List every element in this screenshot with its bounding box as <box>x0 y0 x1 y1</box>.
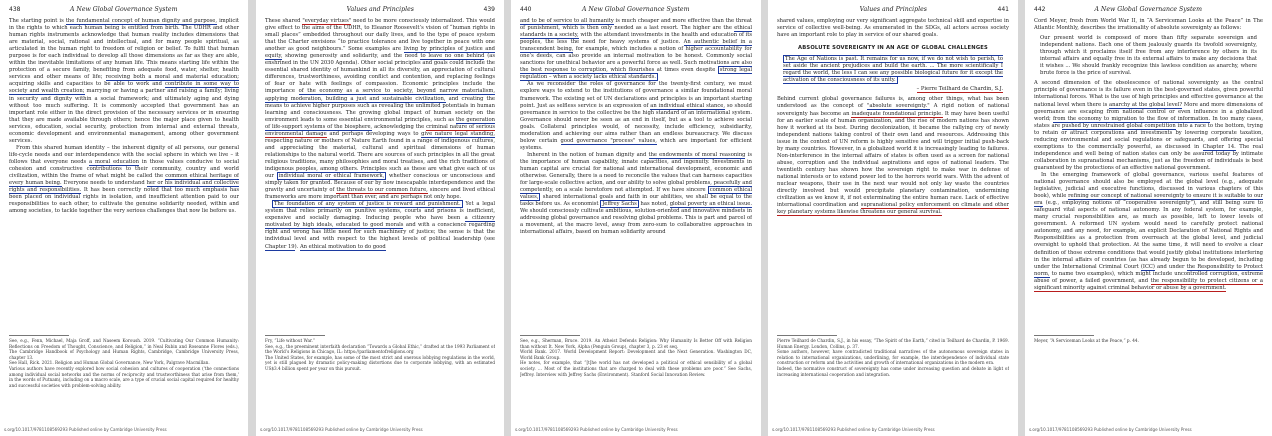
page-440 <box>511 0 761 436</box>
page-442 <box>1025 0 1272 436</box>
paragraph <box>1034 172 1263 292</box>
doi-line[interactable]: s.org/10.1017/9781108569293 Published online by Cambridge University Press <box>515 427 678 432</box>
footnote: He notes, for example, that “[t]he world has not developed a political or ethical sensibility of a global society. ... Most of the institutions that are charged to deal with these problems are poor.” See Sachs, Jeffrey. Interview with Jeffrey Sachs (Environment). Stanford Social Innovation Review. <box>520 360 752 377</box>
epigraph-attribution[interactable]: – Pierre Teilhard de Chardin, S.J. <box>916 86 1003 93</box>
page-header <box>9 6 239 18</box>
paragraph <box>777 18 1009 39</box>
text-run: is much cheaper and more effective than the threat of punishment, which is then only needed as a last resort. The higher are the <box>520 18 752 32</box>
doi-line[interactable]: s.org/10.1017/9781108569293 Published online by Cambridge University Press <box>772 427 935 432</box>
annotation-highlight[interactable]: "absolute sovereignty." <box>866 103 930 110</box>
annotation-highlight[interactable]: individual moral or ethical framework, <box>278 173 385 180</box>
annotation-highlight[interactable]: of the economy as a service to society, beyond narrow materialism, applying moderation, building a just and sustainable civilization, <box>265 88 495 102</box>
annotation-highlight[interactable]: the fundamental concept of human dignity and purpose, <box>65 18 218 24</box>
text-run: It may have been useful for an earlier scale of human organization, and the rise of modern nations has shown how it worked at its best. During decolonization, it became the rallying cry of newly independent nations taking control of their own land and resources. Addressing this issue in the context of UN reform is highly sensitive and will trigger initial push-back by many countries. However, in a globalized world it is increasingly leading to failures. Non-interference in the internal affairs of states is often used as a screen for national abuse, corruption and the individual aspirations and egos of national leaders. The twentieth century has shown how the sovereign right to make war in defense of national interests or to extend power led to the horrors world wars. With the advent of nuclear weapons, their use in the next war would not only lay waste the countries directly involved but would precipitate planetary contamination, undermining civilization as we know it, if not exterminating the entire human race. Lack of effective international coordination and <box>777 110 1009 209</box>
section-heading: ABSOLUTE SOVEREIGNTY IN AN AGE OF GLOBAL CHALLENGES <box>798 45 988 52</box>
footnote: The United States, for example, has some of the most strict and onerous lobbying regulations in the world, yet is still plagued by dramatic policy-making distortions due to corporate lobbying, with an estimated US$3.4 billion spent per year on this pursuit. <box>265 354 495 371</box>
text-run: respecting nature or mothers of Nature Earth found in a range of indigenous cultures, and appreciating the material, cultural and spiritual dimensions of human relationships to the natural world. There are sources of such principles in all the great religious traditions, many philosophies and moral treatises, and the rich traditions of indigenous peoples, among others. Principles such as these are what give each of us our <box>265 137 495 180</box>
page-number: 442 <box>1034 6 1046 13</box>
text-run: marrying or having a partner and raising a family; living in security and dignity within a social framework; and ultimately aging and dying without too much suffering. It is commonly accepted that government has an important role either in the direct provision of the necessary services or in ensuring that they are made available through others; hence the major place given to health services, education, social security, protection from internal and external threats, economic development and environmental management, among other government services. <box>9 88 239 144</box>
annotation-highlight[interactable]: strong legal regulation – when a society lacks ethical standards. <box>520 67 752 81</box>
page-number: 438 <box>9 6 21 13</box>
annotation-highlight[interactable]: the responsibility to protect citizens or a significant minority against criminal behavior or abuse by a government. <box>1034 277 1263 291</box>
footnote: Various authors have recently explored how social cohesion and cultures of cooperation ('the connections among individual social networks and the norms of reciprocity and trustworthiness that arise from them,' in the words of Putnam), including on a macro scale, are a type of crucial social capital required for healthy and successful societies with problem-solving ability. <box>9 365 239 388</box>
paragraph <box>265 18 495 201</box>
annotation-highlight[interactable]: to leave no one behind <box>420 53 485 60</box>
text-run: acquiring skills and capacities to be able to work and <box>9 81 166 88</box>
text-run: Cord Meyer, fresh from World War II, in “A Serviceman Looks at the Peace” in The Atlantic Monthly, describes the irrationality of absolute sovereignty as follows: <box>1034 18 1263 32</box>
footnote-rule <box>265 335 325 336</box>
footnote: Pierre Teilhard de Chardin, S.J., in his essay, “The Spirit of the Earth,” cited in Teilhard de Chardin, P. 1969. Human Energy. London, Collins, p. 37. <box>777 338 1009 349</box>
text-run: which are important for efficient systems. <box>520 137 752 151</box>
footnotes <box>265 338 495 418</box>
footnote-rule <box>520 335 580 336</box>
annotation-highlight[interactable]: supranational policy enforcement on climate and other key planetary systems likewise threatens our general survival. <box>777 202 1009 216</box>
annotation-highlight[interactable]: the threats to our common future, <box>336 187 428 194</box>
annotation-highlight[interactable]: An authentic belief in a transcendent being, <box>520 39 752 53</box>
footnote-rule <box>777 335 837 336</box>
text-run: In the emerging framework of global governance, various useful features of national governance should also be employed at the global level (e.g., adequate legislative, judicial and executive functions, discussed in various chapters of this book), while <box>1034 171 1263 200</box>
annotation-highlight[interactable]: Jeffrey Sachs <box>602 201 637 208</box>
annotation-highlight[interactable]: common ethical heritage of every human being. <box>9 173 239 187</box>
text-run: (as enshrined in the UN 2030 Agenda). Other social principles and goals could include the essential shared identity of humankind in all its diversity, an appreciation of cultural differences, trustworthiness, avoiding conflict and contention, and replacing feelings of fear or hate with feelings of compassion. Economic principles include the importance <box>265 53 495 95</box>
footnote: Meyer, “A Serviceman Looks at the Peace,” p. 44. <box>1034 338 1139 343</box>
text-run: A second dimension of the obsolescence of national sovereignty as the central principle of governance is its failure even in the best-governed states, given powerful international forces. What is the use of high principles and effective governance at the national level when there is <box>1034 80 1263 108</box>
footnotes <box>1034 338 1263 418</box>
annotation-highlight[interactable]: "everyday virtues" <box>302 18 352 24</box>
text-run: for example, which includes a notion of higher accountability for one’s deeds, can also provide an internal motivation to be honest. Commonly social sanctions for unethical behavior are a powerful force as well. Such motivations are also the best response to corruption, which flourishes at times even despite <box>520 46 752 74</box>
text-run: and creating the means to achieve higher purposes such as revealing the unlimited potentials in human learning and consciousness. The growing global impact of human society on the environment leads to some essential environmental principles, such as <box>265 95 495 123</box>
annotation-highlight[interactable]: pushed by unrestrained global competition <box>1061 122 1176 129</box>
text-run: need to be more consciously internalized. This would give effect to the aims of the UDHR, to Eleanor Roosevelt’s vision of “human rights in small places” embedded throughout our daily lives, and to the type of peace system that the Charter envisions “to practice tolerance and live together in peace with one another as good neighbours.” Some examples are <box>265 18 495 53</box>
paragraph <box>1034 18 1263 32</box>
page-header <box>777 6 1009 18</box>
running-head: Values and Principles <box>859 6 927 13</box>
footnotes <box>520 338 752 418</box>
annotation-highlight[interactable]: and to be of service to all humanity <box>520 18 614 24</box>
annotation-highlight[interactable]: an individual ethical stance, <box>650 102 725 109</box>
annotation-highlight[interactable]: common ethical values, <box>520 187 752 201</box>
text-run: More and more dimensions of governance are escaping from national control or even influence in a globalized world; <box>1034 101 1263 122</box>
footnote-rule <box>9 335 69 336</box>
doi-line[interactable]: s.org/10.1017/9781108569293 Published online by Cambridge University Press <box>1029 427 1192 432</box>
text-run: so should governance in service to the collective be the high standard of an international system. Governance should never be seen as an end in itself, but as a tool to achieve social goals. Collateral principles would, of necessity, include efficiency, subsidiarity, moderation and achieving our aims rather than an endless bureaucracy. We discuss below certain <box>520 102 752 144</box>
page-header <box>1034 6 1263 18</box>
annotation-highlight[interactable]: a moral education <box>89 158 140 165</box>
annotation-highlight[interactable]: refining our concept of national sovereignty to ensure it is suitable to our era <box>1034 193 1263 207</box>
running-head: A New Global Governance System <box>69 6 178 13</box>
doi-line[interactable]: s.org/10.1017/9781108569293 Published online by Cambridge University Press <box>4 427 167 432</box>
page-body <box>777 18 1009 346</box>
text-run: shared values, employing our very significant aggregate technical skill and expertise in service of collective well-being. As enumerated in the SDGs, all actors across society have an important role to play in service of our shared goals. <box>777 18 1009 39</box>
text-run: is the importance of human capability, innate capacities, and ingenuity. Investments in human capital are crucial for national and international development, economic and otherwise. Generally, there is a need to reconcile the values that can harness capacities for large-scale collective action, and our ability to solve global problems, peacefully and competently, on a scale heretofore not attempted. If we have sincere <box>520 151 752 194</box>
page-body <box>520 18 752 346</box>
running-head: Values and Principles <box>346 6 414 13</box>
text-run: Inherent in the notion of human dignity and <box>527 151 649 158</box>
footnote: See, e.g., Fenn, Michael, Maja Groff, and Naseem Koroush. 2019. “Cultivating Our Common Humanity: Reflections on Freedom of Thought, Conscience, and Religion,” in Neal Rubin and Roseanne Flores (eds.), The Cambridge Handbook of Psychology and Human Rights, Cambridge, Cambridge University Press, chapter 13. <box>9 338 239 360</box>
text-run: and with a conscience regarding right and wrong has little need for such machinery of justice; the sense is that the individual level and with respect to the highest levels of political leadership (see <box>265 222 495 243</box>
annotation-highlight[interactable]: contribute in some way to society and wealth creation; <box>9 81 239 95</box>
text-run: sincere and lived ethical frameworks are more important than ever, and are perhaps not only hope. <box>265 187 495 201</box>
annotation-highlight[interactable]: Chapter 14. <box>1202 143 1236 150</box>
page-header <box>520 6 752 18</box>
text-run: Yet a legal system that relies primarily on punitive systems, courts and prisons is inefficient, expensive and socially damaging. Inducing people who have been <box>265 201 495 222</box>
footnote: Fry, “Life without War.” <box>265 338 315 343</box>
text-run: and perhaps developing ways to <box>326 130 422 137</box>
footnote-rule <box>1034 335 1094 336</box>
footnote: World Bank. 2017. World Development Report: Development and the Next Generation. Washington DC, World Bank Group. <box>520 349 752 360</box>
text-run: whether conscious or unconscious and simply taken for granted. Because of our by now inescapable interdependence and the gravity and uncertainty of <box>265 173 495 194</box>
paragraph <box>265 201 495 250</box>
footnote: Indeed, the normative construct of sovereignty has come under increasing question and debate in light of increasing international cooperation and integration. <box>777 365 1009 377</box>
text-run: A rigid notion of national sovereignty has become an <box>777 103 1009 117</box>
page-438 <box>0 0 248 436</box>
text-run: We should consciously cultivate ambitious, solution-oriented and innovative mindsets in addressing global governance and resolving global problems. This is part and parcel of a movement, at the macro level, away from zero-sum to collaborative approaches in international affairs, based on human solidarity around <box>520 208 752 236</box>
text-run: implicit in the rights to which each human being is entitled from birth. The UDHR and other human rights instruments acknowledge that human reality includes dimensions that are material, social, rational and intellectual, and for many people spiritual, as articulated in the human right to freedom of religion or belief. To fulfil that human purpose is for each individual to develop all those dimensions as far as they are able, within the inevitable limitations of any human life. This means starting life within the protection of a secure family, benefiting from adequate food, water, shelter, health services and other means of life; <box>9 18 239 81</box>
text-run: with the attendant investments in the health and education of its peoples, the less the need for heavy systems of justice. <box>520 32 752 46</box>
annotation-highlight[interactable]: receiving both a moral and material education; <box>105 74 239 81</box>
text-run: Behind current global governance failures is, among other things, what has been understood as the concept of <box>777 96 1009 110</box>
paragraph <box>1034 80 1263 172</box>
text-run: In too many cases, states are <box>1034 115 1263 129</box>
text-run: into a race to the bottom, trying to retain or attract corporations and investments by lowering corporate taxation, reducing environmental and social regulations or safeguards, and offering special exemptions to the commercially powerful, as discussed in <box>1034 122 1263 150</box>
paragraph <box>520 18 752 81</box>
footnotes <box>777 338 1009 418</box>
text-run: acknowledging the <box>372 123 427 130</box>
page-body <box>9 18 239 346</box>
running-head: A New Global Governance System <box>581 6 690 13</box>
annotation-highlight[interactable]: the generation of life-support systems of the biosphere, <box>265 116 495 130</box>
text-run: has noted, <box>638 201 670 208</box>
page-body <box>265 18 495 346</box>
annotation-highlight[interactable]: inadequate foundational principle. <box>851 110 943 117</box>
block-quote: Our present world is composed of more than fifty separate sovereign and independent nations. Each one of them jealously guards its twofold sovereignty, through which it proclaims itself free from any interference by others in its internal affairs and equally free in its external affairs to make any decisions that it wishes ... We should frankly recognize this lawless condition as anarchy, where brute force is the price of survival. <box>1040 35 1257 77</box>
text-run: From this shared human identity – the inherent dignity of all persons, our general life-cycle needs and our interdependence with the social sphere in which we live – it follows that everyone needs <box>9 144 239 165</box>
page-439 <box>256 0 504 436</box>
annotation-highlight[interactable]: a citizenry motivated by high ideals, educated to good morals <box>265 215 495 229</box>
footnote: See, e.g., Sherman, Bruce. 2019. An Atheist Defends Religion: Why Humanity Is Better Off with Religion than without It. New York, Alpha (Penguin Group), chapter 3, p. 23 et seq. <box>520 338 752 349</box>
page-header <box>265 6 495 18</box>
page-body <box>1034 18 1263 346</box>
annotation-highlight[interactable]: the endowments of moral reasoning <box>648 151 746 158</box>
text-run: ). <box>294 243 300 250</box>
footnote: Some authors, however, have contradicted traditional narratives of the autonomous sovereign states in relation to international organizations, underlining, for example, the interdependence of individual state construction or reform and the activities and growth of international organizations in the modern era. <box>777 349 1009 366</box>
text-run: Everyone needs to understand <box>61 180 147 187</box>
annotation-highlight[interactable]: global poverty an ethical issue. <box>669 201 752 208</box>
text-run: (e.g., employing notions of “cooperative sovereignty”), and still being sure to safeguard vital aspects of national autonomy. In any federal system, for example, many crucial responsibilities are, as much as possible, left to lower levels of government. A reformed UN system would need to carefully protect national autonomy, and any need, for example, an explicit Declaration of National Rights and Responsibilities as a protection from overreach at the global level, and judicial oversight to uphold that protection. At the same time, it will need to evolve a clear definition of those extreme conditions that would justify global institutions interfering in the internal affairs of countries (as has already begun to be developed, including under the International Criminal Court <box>1034 200 1263 270</box>
footnotes <box>9 338 239 418</box>
epigraph-text[interactable]: The Age of Nations is past. It remains for us now, if we do not wish to perish, to set aside the ancient prejudices and build the earth. ... The more scientifically I regard the world, the less I can see any possible biological future for it except the activation of the consciousness of its unity. <box>783 56 1003 84</box>
text-run: These shared <box>265 18 303 24</box>
annotation-highlight[interactable]: good governance "process" values, <box>560 137 657 144</box>
annotation-highlight[interactable]: ethical standards in a society, <box>520 25 752 39</box>
text-run: The starting point is <box>9 18 66 24</box>
annotation-highlight[interactable]: her or his individual and collective rights and responsibilities. <box>9 180 239 194</box>
text-run: The real independence and well being of nation states can only be assured today by intimate collaboration in supranational mechanisms, just as the freedom of individuals is best guaranteed by the protections of an effective national government. <box>1034 143 1263 171</box>
annotation-highlight[interactable]: (ICC) <box>1140 263 1155 270</box>
doi-line[interactable]: s.org/10.1017/9781108569293 Published online by Cambridge University Press <box>260 427 423 432</box>
annotation-highlight[interactable]: An ethical motivation to do good <box>299 243 386 250</box>
epigraph <box>783 56 1003 93</box>
paragraph <box>777 96 1009 216</box>
annotation-highlight[interactable]: living by principles of justice and equity, <box>265 46 495 60</box>
page-number: 441 <box>997 6 1009 13</box>
paragraph <box>9 145 239 215</box>
annotation-highlight[interactable]: The foundation of any system of justice is reward and punishment. <box>274 201 461 208</box>
page-number: 439 <box>483 6 495 13</box>
running-head: A New Global Governance System <box>1094 6 1202 13</box>
annotation-highlight[interactable]: Chapter 19 <box>265 243 295 250</box>
annotation-highlight[interactable]: give nature legal standing, <box>421 130 495 137</box>
text-run: in those values conducive to social cohesion and constructive contributions to their community, country and world civilization, within the frame of what might be called the <box>9 158 239 180</box>
annotation-highlight[interactable]: from the economy to migration to the flow of information. <box>1052 115 1211 122</box>
paragraph <box>9 18 239 145</box>
paragraph <box>520 81 752 151</box>
paragraph <box>520 152 752 237</box>
annotation-highlight[interactable]: criminal nature of serious environmental damage <box>265 123 495 137</box>
text-run: As we reconsider the roles of governance for the twenty-first century, we must explore ways to extend to the institutions of governance a similar foundational moral framework. The existing set of UN declarations and principles is an important starting point. Just as selfless service is an expression of <box>520 81 752 109</box>
annotation-highlight[interactable]: anarchy at the global level? <box>1109 101 1183 108</box>
page-441 <box>768 0 1018 436</box>
text-run: and under <box>1154 263 1187 270</box>
footnote: See Hall, Rick. 2021. Religion and Human Global Governance, New York, Palgrave Macmillan. <box>9 360 210 366</box>
page-number: 440 <box>520 6 532 13</box>
text-run: It has been correctly noted that too much emphasis has been placed on individual rights in isolation, and insufficient attention paid to our responsibilities to each other, to cultivate the genuine solidarity needed, within and among societies, to tackle together the very serious challenges that now lie before us. <box>9 187 239 215</box>
text-run: to name two examples), which might include uncontrolled corruption, extreme abuse of power, a failed government, and <box>1034 270 1263 284</box>
footnote: See, e.g., the preeminent interfaith declaration “Towards a Global Ethic,” drafted at the 1993 Parliament of the World’s Religions in Chicago, IL: https://parliamentofreligions.org <box>265 343 495 355</box>
annotation-highlight[interactable]: the Responsibility to Protect norm, <box>1034 263 1263 277</box>
text-run: showing generosity and solidarity, and the need <box>282 53 421 60</box>
text-run: shared international goals and faith in our abilities, we shall be equal to the tasks before us. As economist <box>520 194 752 208</box>
